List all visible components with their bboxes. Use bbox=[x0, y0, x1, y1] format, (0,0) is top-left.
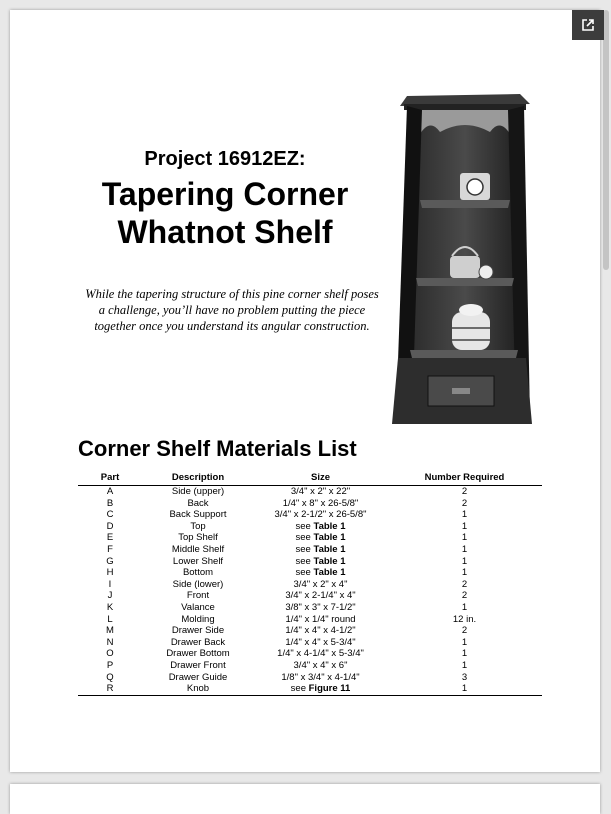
part-cell: F bbox=[107, 543, 113, 555]
description-cell: Front bbox=[186, 590, 210, 602]
table-row bbox=[78, 556, 542, 568]
size-prefix: see bbox=[295, 555, 314, 567]
size-reference: Table 1 bbox=[313, 567, 346, 579]
part-cell: I bbox=[108, 578, 112, 590]
description-cell: Side (lower) bbox=[172, 578, 224, 590]
part-cell: M bbox=[106, 625, 114, 637]
part-cell: J bbox=[107, 590, 113, 602]
part-cell: A bbox=[106, 486, 114, 497]
part-cell: K bbox=[106, 601, 114, 613]
description-cell: Drawer Bottom bbox=[166, 648, 230, 660]
part-cell: E bbox=[106, 532, 114, 544]
size-cell: 1/4" x 4" x 5-3/4" bbox=[285, 636, 356, 648]
table-row bbox=[78, 614, 542, 626]
lower-shelf bbox=[410, 350, 518, 358]
column-header-description: Description bbox=[142, 469, 254, 486]
number-required-cell: 1 bbox=[461, 555, 468, 567]
part-cell: R bbox=[78, 683, 142, 695]
number-required-cell: 2 bbox=[461, 625, 468, 637]
number-required-cell: 1 bbox=[461, 636, 468, 648]
part-cell: G bbox=[106, 555, 114, 567]
table-header-row bbox=[78, 469, 542, 486]
description-cell: Valance bbox=[181, 601, 215, 613]
column-header-size: Size bbox=[254, 469, 387, 486]
description-cell: Drawer Side bbox=[171, 625, 225, 637]
part-cell: L bbox=[107, 613, 113, 625]
size-cell: 1/4" x 4" x 4-1/2" bbox=[285, 625, 356, 637]
table-row bbox=[78, 602, 542, 614]
size-cell bbox=[254, 521, 387, 533]
table-row bbox=[78, 509, 542, 521]
materials-heading: Corner Shelf Materials List bbox=[78, 436, 357, 461]
number-required-cell: 2 bbox=[461, 578, 468, 590]
number-required-cell: 2 bbox=[461, 486, 468, 497]
part-cell: H bbox=[106, 567, 114, 579]
description-cell: Molding bbox=[181, 613, 215, 625]
size-cell: 1/8" x 3/4" x 4-1/4" bbox=[281, 671, 360, 683]
part-cell: D bbox=[106, 520, 114, 532]
size-cell bbox=[254, 532, 387, 544]
jar-lid bbox=[459, 304, 483, 316]
table-row bbox=[78, 637, 542, 649]
description-cell: Drawer Guide bbox=[168, 671, 228, 683]
size-prefix: see bbox=[295, 532, 314, 544]
number-required-cell: 1 bbox=[461, 532, 468, 544]
small-clock bbox=[479, 265, 493, 279]
column-header-part: Part bbox=[78, 469, 142, 486]
size-prefix: see bbox=[295, 543, 314, 555]
number-required-cell: 1 bbox=[387, 683, 542, 695]
table-row bbox=[78, 498, 542, 510]
description-cell: Back bbox=[187, 497, 209, 509]
part-cell: Q bbox=[106, 671, 114, 683]
description-cell: Back Support bbox=[169, 509, 227, 521]
part-cell: O bbox=[106, 648, 114, 660]
intro-paragraph: While the tapering structure of this pine corner shelf poses a challenge, you’ll have no problem putting the piece together once you understand its angular construction. bbox=[85, 287, 379, 333]
jar-ornament bbox=[452, 312, 490, 350]
project-number: Project 16912EZ: bbox=[144, 148, 306, 170]
next-page bbox=[10, 784, 600, 814]
number-required-cell: 12 in. bbox=[452, 613, 477, 625]
size-cell: 1/4" x 4-1/4" x 5-3/4" bbox=[277, 648, 364, 660]
size-reference: Table 1 bbox=[313, 520, 346, 532]
size-prefix: see bbox=[290, 683, 309, 695]
number-required-cell: 1 bbox=[461, 601, 468, 613]
description-cell: Bottom bbox=[182, 567, 214, 579]
description-cell: Lower Shelf bbox=[172, 555, 224, 567]
size-prefix: see bbox=[295, 520, 314, 532]
size-cell bbox=[254, 544, 387, 556]
top-shelf bbox=[420, 200, 510, 208]
document-page bbox=[10, 10, 600, 772]
description-cell: Drawer Front bbox=[170, 659, 226, 671]
corner-shelf-photo bbox=[390, 88, 532, 428]
part-cell: C bbox=[106, 509, 114, 521]
title-line-2: Whatnot Shelf bbox=[117, 214, 333, 250]
table-row bbox=[78, 486, 542, 498]
number-required-cell: 1 bbox=[461, 659, 468, 671]
table-row bbox=[78, 660, 542, 672]
number-required-cell: 3 bbox=[461, 671, 468, 683]
size-cell: 3/8" x 3" x 7-1/2" bbox=[285, 601, 356, 613]
size-reference: Table 1 bbox=[313, 555, 346, 567]
table-row bbox=[78, 544, 542, 556]
size-reference: Table 1 bbox=[313, 543, 346, 555]
shelf-top-edge bbox=[404, 104, 526, 110]
drawer-knob bbox=[452, 388, 470, 394]
materials-table bbox=[78, 469, 542, 696]
table-row bbox=[78, 648, 542, 660]
size-cell: 1/4" x 1/4" round bbox=[285, 613, 356, 625]
size-cell: 3/4" x 2-1/4" x 4" bbox=[285, 590, 356, 602]
basket-ornament bbox=[450, 256, 480, 278]
description-cell: Drawer Back bbox=[170, 636, 226, 648]
size-cell bbox=[254, 567, 387, 579]
open-in-new-icon bbox=[581, 18, 595, 32]
title-line-1: Tapering Corner bbox=[101, 176, 349, 212]
size-cell: 1/4" x 8" x 26-5/8" bbox=[282, 497, 359, 509]
table-row bbox=[78, 521, 542, 533]
number-required-cell: 1 bbox=[461, 509, 468, 521]
description-cell: Top bbox=[190, 520, 206, 532]
middle-shelf bbox=[416, 278, 514, 286]
column-header-number-required: Number Required bbox=[387, 469, 542, 486]
title-block bbox=[80, 146, 370, 251]
table-row bbox=[78, 532, 542, 544]
size-prefix: see bbox=[295, 567, 314, 579]
description-cell: Knob bbox=[142, 683, 254, 695]
size-cell: 3/4" x 2-1/2" x 26-5/8" bbox=[274, 509, 367, 521]
table-row bbox=[78, 625, 542, 637]
table-row bbox=[78, 672, 542, 684]
number-required-cell: 1 bbox=[461, 543, 468, 555]
number-required-cell: 1 bbox=[461, 520, 468, 532]
table-row bbox=[78, 590, 542, 602]
size-cell: 3/4" x 2" x 22" bbox=[290, 486, 351, 497]
table-row bbox=[78, 683, 542, 695]
size-reference: Table 1 bbox=[313, 532, 346, 544]
description-cell: Middle Shelf bbox=[171, 543, 225, 555]
size-cell bbox=[254, 683, 387, 695]
size-cell bbox=[254, 556, 387, 568]
table-row bbox=[78, 567, 542, 579]
part-cell: N bbox=[106, 636, 114, 648]
number-required-cell: 2 bbox=[461, 590, 468, 602]
size-cell: 3/4" x 4" x 6" bbox=[293, 659, 348, 671]
size-cell: 3/4" x 2" x 4" bbox=[293, 578, 348, 590]
number-required-cell: 2 bbox=[461, 497, 468, 509]
clock-face bbox=[467, 179, 483, 195]
part-cell: P bbox=[106, 659, 114, 671]
open-in-new-button[interactable] bbox=[572, 10, 604, 40]
description-cell: Side (upper) bbox=[171, 486, 225, 497]
table-row bbox=[78, 579, 542, 591]
number-required-cell: 1 bbox=[461, 648, 468, 660]
part-cell: B bbox=[106, 497, 114, 509]
size-reference: Figure 11 bbox=[308, 683, 351, 695]
description-cell: Top Shelf bbox=[178, 532, 218, 544]
scrollbar-thumb[interactable] bbox=[603, 10, 609, 270]
scrollbar[interactable] bbox=[601, 10, 611, 800]
number-required-cell: 1 bbox=[461, 567, 468, 579]
page-title bbox=[80, 175, 370, 251]
